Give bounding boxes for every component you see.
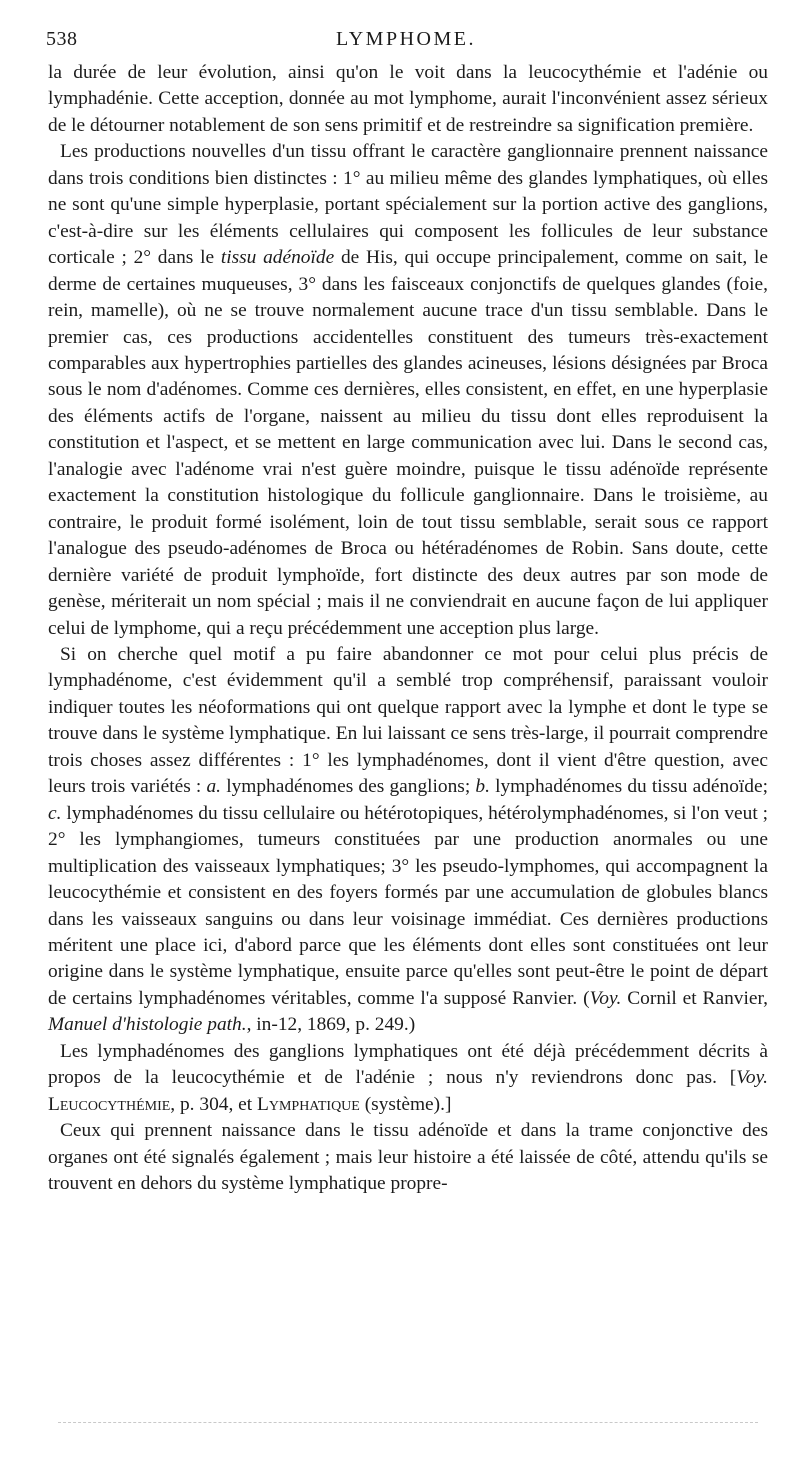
- book-title: Manuel d'histologie path.: [48, 1014, 247, 1036]
- page-body: [48, 60, 768, 1197]
- voy-ref: Voy.: [736, 1067, 768, 1089]
- enum-a: a.: [206, 776, 222, 798]
- paragraph-3: Si on cherche quel motif a pu faire abandonner ce mot pour celui plus précis de lymphadénome, c'est évidemment qu'il a semblé trop compréhensif, paraissant vouloir indiquer toutes les néoformations qui ont quelque rapport avec la lymphe et dont le type se trouve dans le système lymphatique. En lui laissant ce sens très-large, il pourrait comprendre trois choses assez différentes : 1° les lymphadénomes, dont il vient d'être question, avec leurs trois variétés : a. lymphadénomes des ganglions; b. lymphadénomes du tissu adénoïde; c. lymphadénomes du tissu cellulaire ou hétérotopiques, hétérolymphadénomes, si l'on veut ; 2° les lymphangiomes, tumeurs constituées par une production anormales ou une multiplication des vaisseaux lymphatiques; 3° les pseudo-lymphomes, qui accompagnent la leucocythémie et consistent en des foyers formés par une accumulation de globules blancs dans les vaisseaux sanguins ou dans leur voisinage immédiat. Ces dernières productions méritent une place ici, d'abord parce que les éléments dont elles sont constituées ont leur origine dans le système lymphatique, ensuite parce qu'elles sont peut-être le point de départ de certains lymphadénomes véritables, comme l'a supposé Ranvier. (Voy. Cornil et Ranvier, Manuel d'histologie path., in-12, 1869, p. 249.): [48, 643, 768, 1036]
- voy-ref: Voy.: [589, 987, 622, 1009]
- enum-b: b.: [475, 776, 490, 798]
- cross-ref-lymphatique: Lymphatique: [257, 1093, 360, 1115]
- italic-term: tissu adénoïde: [220, 247, 335, 269]
- paragraph-4: Les lymphadénomes des ganglions lymphatiques ont été déjà précédemment décrits à propos de la leucocythémie et de l'adénie ; nous n'y reviendrons donc pas. [Voy. Leucocythémie, p. 304, et Lymphatique (système).]: [48, 1040, 768, 1115]
- paragraph-1: la durée de leur évolution, ainsi qu'on le voit dans la leucocythémie et l'adénie ou lymphadénie. Cette acception, donnée au mot lymphome, aurait l'inconvénient assez sérieux de le détourner notablement de son sens primitif et de restreindre sa signification première.: [48, 62, 768, 136]
- running-head: LYMPHOME.: [336, 28, 476, 50]
- enum-c: c.: [48, 802, 62, 824]
- page-bottom-rule: [58, 1422, 758, 1423]
- page-header: [46, 28, 766, 56]
- paragraph-5: Ceux qui prennent naissance dans le tissu adénoïde et dans la trame conjonctive des organes ont été signalés également ; mais leur histoire a été laissée de côté, attendu qu'ils se trouvent en dehors du système lymphatique propre-: [48, 1120, 768, 1195]
- page-number: 538: [46, 28, 78, 50]
- cross-ref-leucocythemie: Leucocythémie: [48, 1093, 171, 1115]
- paragraph-2: Les productions nouvelles d'un tissu offrant le caractère ganglionnaire prennent naissance dans trois conditions bien distinctes : 1° au milieu même des glandes lymphatiques, où elles ne sont qu'une simple hyperplasie, portant spécialement sur la portion active des ganglions, c'est-à-dire sur les éléments cellulaires qui composent les follicules de leur substance corticale ; 2° dans le tissu adénoïde de His, qui occupe principalement, comme on sait, le derme de certaines muqueuses, 3° dans les faisceaux conjonctifs de quelques glandes (foie, rein, mamelle), où ne se trouve normalement aucune trace d'un tissu semblable. Dans le premier cas, ces productions accidentelles constituent des tumeurs très-exactement comparables aux hypertrophies partielles des glandes acineuses, lésions désignées par Broca sous le nom d'adénomes. Comme ces dernières, elles consistent, en effet, en une hyperplasie des éléments actifs de l'organe, naissent au milieu du tissu dont elles reproduisent la constitution et l'aspect, et se mettent en large communication avec lui. Dans le second cas, l'analogie avec l'adénome vrai n'est guère moindre, puisque le tissu adénoïde représente exactement la constitution histologique du follicule ganglionnaire. Dans le troisième, au contraire, le produit formé isolément, loin de tout tissu semblable, serait sous ce rapport l'analogue des pseudo-adénomes de Broca ou hétéradénomes de Robin. Sans doute, cette dernière variété de produit lymphoïde, fort distincte des deux autres par son mode de genèse, mériterait un nom spécial ; mais il ne conviendrait en aucune façon de lui appliquer celui de lymphome, qui a reçu précédemment une acception plus large.: [48, 141, 768, 639]
